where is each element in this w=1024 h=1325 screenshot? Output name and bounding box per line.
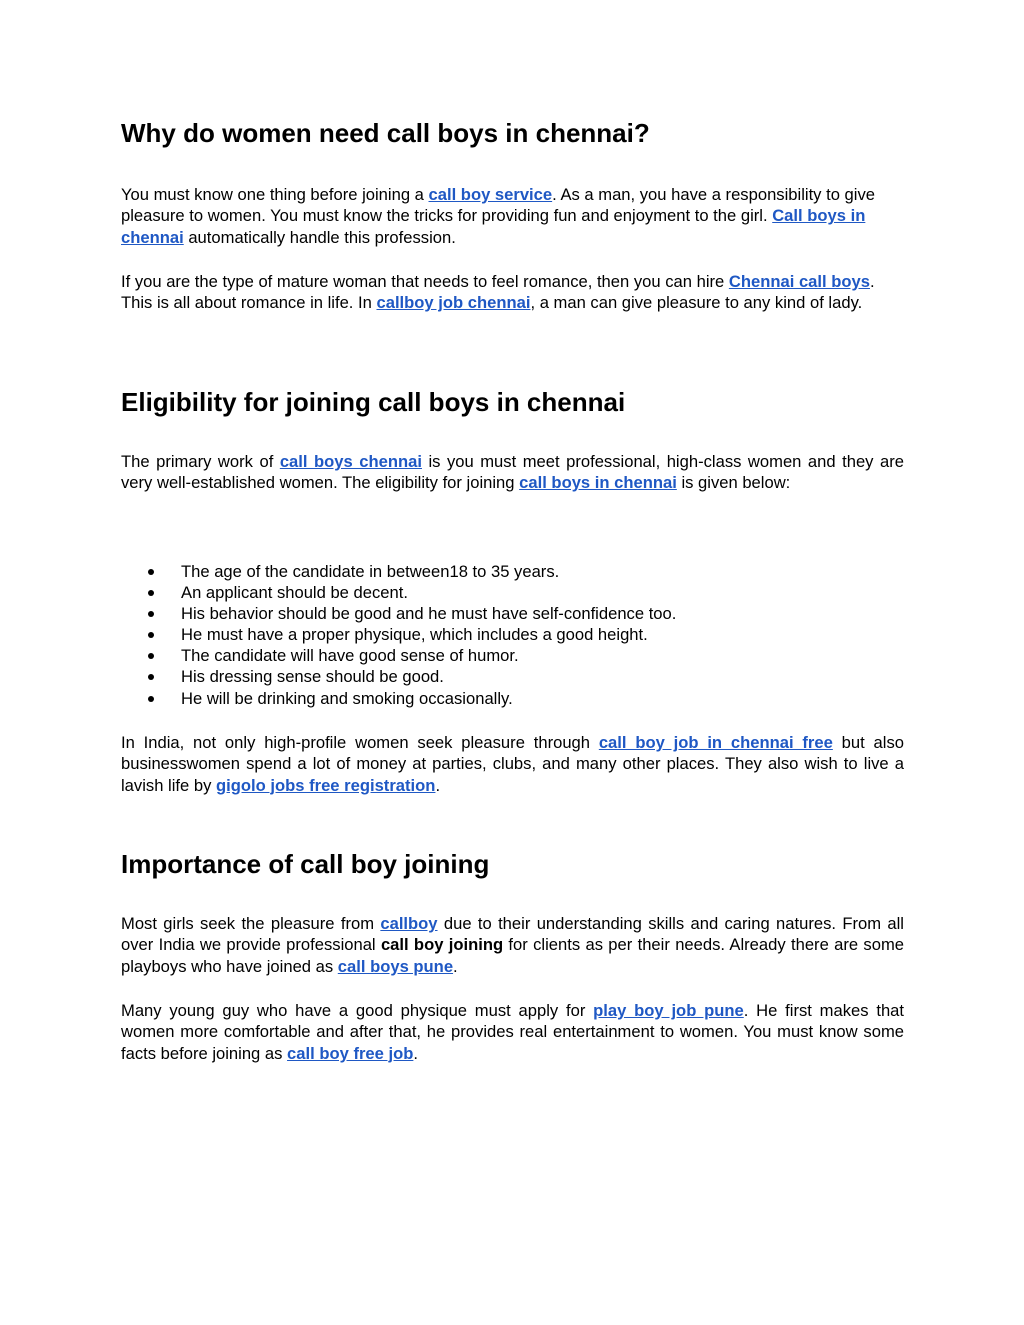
paragraph-intro xyxy=(121,184,904,248)
paragraph-text: Most girls seek the pleasure from xyxy=(121,914,381,933)
list-item xyxy=(121,666,904,687)
paragraph-text: Many young guy who have a good physique must apply for xyxy=(121,1001,594,1020)
link-call-boys-in-chennai-2[interactable]: call boys in chennai xyxy=(519,473,677,493)
paragraph-text: . xyxy=(453,956,458,976)
heading-importance: Importance of call boy joining xyxy=(121,849,490,879)
paragraph-text: You must know one thing before joining a xyxy=(121,185,429,204)
list-item xyxy=(121,645,904,666)
link-call-boys-in-chennai[interactable]: Call boys in chennai xyxy=(121,206,866,247)
paragraph-text: automatically handle this profession. xyxy=(183,227,456,247)
bullet-icon xyxy=(148,632,154,638)
bullet-icon xyxy=(148,696,154,702)
list-item-text: He must have a proper physique, which includes a good height. xyxy=(181,625,648,645)
paragraph-text: is you must meet professional, high-class women and they are very well-established women. The eligibility for joining xyxy=(121,452,904,493)
paragraph-young-guy xyxy=(121,1000,904,1064)
paragraph-text: In India, not only high-profile women seek pleasure through xyxy=(121,733,599,752)
list-item-text: His behavior should be good and he must have self-confidence too. xyxy=(181,604,677,624)
paragraph-text: , a man can give pleasure to any kind of lady. xyxy=(530,293,863,313)
paragraph-text: The primary work of xyxy=(121,452,280,471)
paragraph-text: for clients as per their needs. Already there are some playboys who have joined as xyxy=(121,935,904,976)
list-item-text: The age of the candidate in between18 to 35 years. xyxy=(181,562,560,581)
paragraph-text: but also businesswomen spend a lot of money at parties, clubs, and many other places. They also wish to live a lavish life by xyxy=(121,733,904,795)
paragraph-text: is given below: xyxy=(676,473,791,493)
paragraph-text: . This is all about romance in life. In xyxy=(121,272,875,313)
bullet-icon xyxy=(148,611,154,617)
link-callboy[interactable]: callboy xyxy=(380,914,438,933)
list-item xyxy=(121,688,904,709)
bold-call-boy-joining: call boy joining xyxy=(380,935,504,955)
eligibility-list xyxy=(121,561,904,709)
paragraph-india xyxy=(121,732,904,796)
list-item xyxy=(121,603,904,624)
list-item xyxy=(121,582,904,603)
list-item xyxy=(121,561,904,582)
link-gigolo-jobs-free-registration[interactable]: gigolo jobs free registration xyxy=(216,775,436,795)
paragraph-text: . As a man, you have a responsibility to give pleasure to women. You must know the tricks for providing fun and enjoyment to the girl. xyxy=(121,185,875,226)
paragraph-primary-work xyxy=(121,451,904,494)
link-call-boy-service[interactable]: call boy service xyxy=(428,185,553,204)
paragraph-romance xyxy=(121,271,904,314)
link-call-boy-job-in-chennai-free[interactable]: call boy job in chennai free xyxy=(598,733,833,752)
bullet-icon xyxy=(148,653,154,659)
bullet-icon xyxy=(148,569,154,575)
link-call-boys-chennai[interactable]: call boys chennai xyxy=(279,452,422,471)
paragraph-text: If you are the type of mature woman that needs to feel romance, then you can hire xyxy=(121,272,729,291)
paragraph-text: . xyxy=(413,1043,419,1063)
list-item xyxy=(121,624,904,645)
heading-why-women-need: Why do women need call boys in chennai? xyxy=(121,118,650,148)
paragraph-most-girls xyxy=(121,913,904,977)
link-play-boy-job-pune[interactable]: play boy job pune xyxy=(593,1001,744,1020)
link-chennai-call-boys[interactable]: Chennai call boys xyxy=(728,272,870,291)
paragraph-text: due to their understanding skills and caring natures. From all over India we provide professional xyxy=(121,914,904,955)
link-call-boys-pune[interactable]: call boys pune xyxy=(337,956,454,976)
paragraph-text: . xyxy=(435,775,441,795)
list-item-text: The candidate will have good sense of humor. xyxy=(181,646,519,666)
link-call-boy-free-job[interactable]: call boy free job xyxy=(287,1043,414,1063)
list-item-text: His dressing sense should be good. xyxy=(181,667,444,687)
bullet-icon xyxy=(148,590,154,596)
paragraph-text: . He first makes that women more comfortable and after that, he provides real entertainment to women. You must know some facts before joining as xyxy=(121,1001,905,1063)
list-item-text: He will be drinking and smoking occasionally. xyxy=(181,688,513,708)
link-callboy-job-chennai[interactable]: callboy job chennai xyxy=(376,293,531,313)
bullet-icon xyxy=(148,674,154,680)
heading-eligibility: Eligibility for joining call boys in chennai xyxy=(121,387,626,417)
list-item-text: An applicant should be decent. xyxy=(181,583,408,603)
